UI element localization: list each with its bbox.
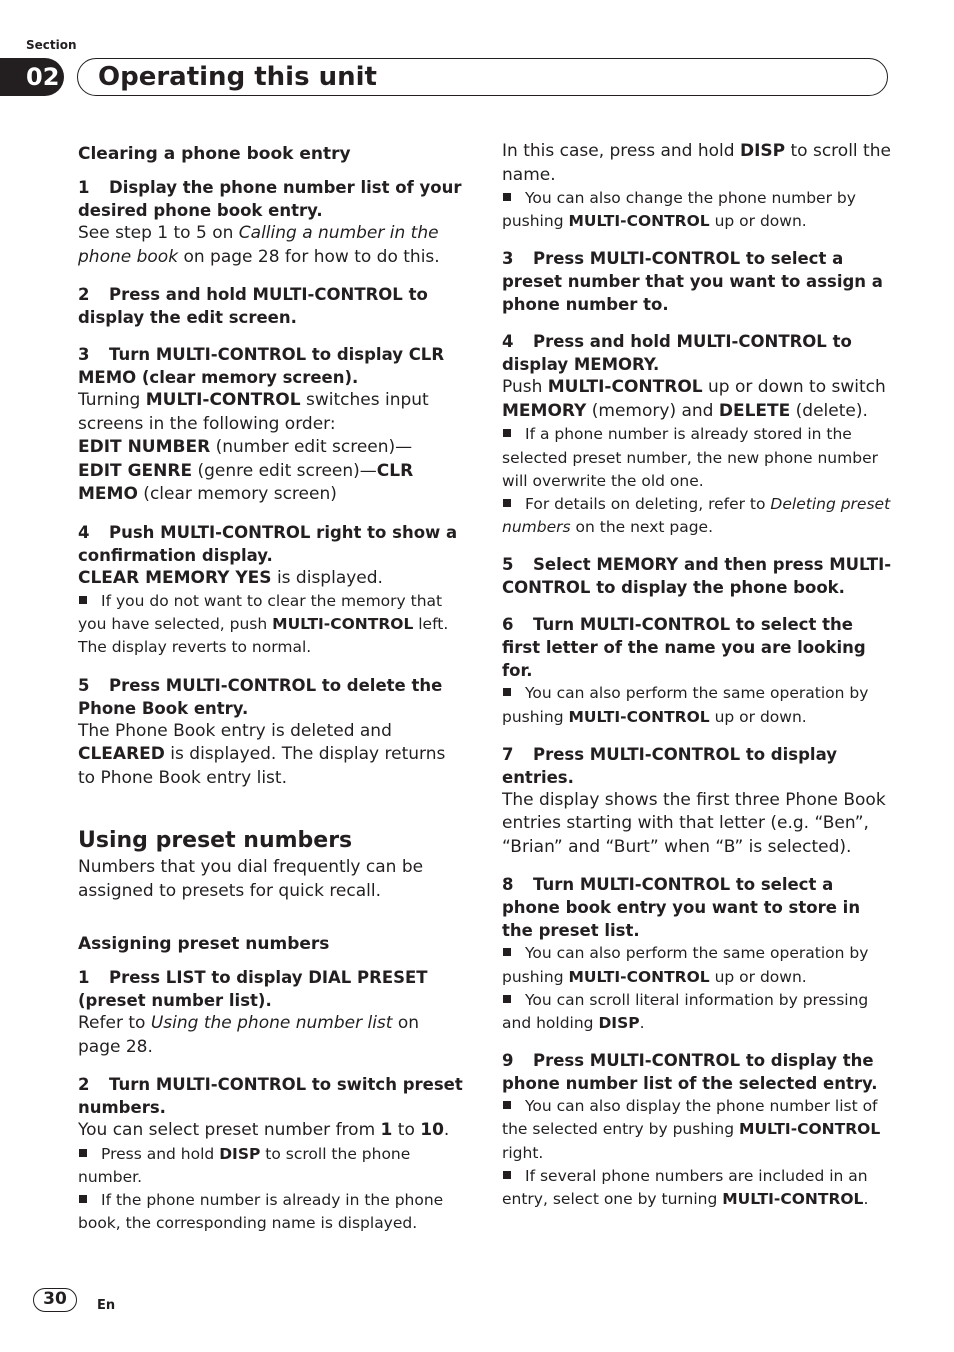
step-text: Display the phone number list of your desired phone book entry. [78,178,462,220]
step-text: Push MULTI-CONTROL right to show a confirmation display. [78,522,458,565]
step-number: 6 [502,615,514,635]
display-text: DELETE [718,400,791,421]
step-text: Press MULTI-CONTROL to display entries. [502,744,837,787]
text: Refer to [78,1013,151,1034]
note-item [502,423,894,493]
step-text: Turn MULTI-CONTROL to switch preset numbers. [78,1075,463,1118]
assign-step-7 [502,743,894,789]
text: (genre edit screen)— [192,460,377,481]
note-item [502,682,894,728]
square-bullet-icon [503,1171,511,1179]
step-number: 2 [78,285,90,304]
text: Push [502,377,548,398]
text: (memory) and [586,400,719,421]
text: In this case, press and hold [502,141,740,161]
text: to scroll the name. [502,141,891,185]
step-text: Press MULTI-CONTROL to display the phone number list of the selected entry. [502,1051,878,1094]
cross-reference: Deleting preset numbers [502,495,891,537]
note-item [502,942,894,988]
step-number: 7 [502,744,514,764]
note-item [502,1095,894,1165]
text: on page 28 for how to do this. [178,246,440,267]
step-text: Press and hold MULTI-CONTROL to display the edit screen. [78,285,428,327]
assign-step-7-body: The display shows the first three Phone Book entries starting with that letter (e.g. “Ben”, “Brian” and “Burt” when “B” is selected). [502,789,886,857]
screen-name: EDIT GENRE [78,460,193,481]
note-item [78,590,466,660]
step-number: 5 [502,555,514,575]
note-item [502,187,894,233]
button-name: MULTI-CONTROL [568,967,710,986]
language-code: En [97,1298,116,1313]
clearing-step-3-body [78,389,466,507]
text: to scroll the phone number. [78,1144,411,1186]
clearing-step-5-body [78,720,466,791]
text: on the next page. [570,518,714,537]
text: You can also change the phone number by pushing [502,189,856,231]
assign-step-1 [78,966,466,1012]
button-name: DISP [598,1013,640,1032]
square-bullet-icon [79,1149,87,1157]
clearing-step-2 [78,283,466,329]
cross-reference: Calling a number in the phone book [78,223,439,267]
text: If the phone number is already in the phone book, the corresponding name is displayed. [78,1191,444,1233]
step-text: Press and hold MULTI-CONTROL to display MEMORY. [502,332,852,375]
text: switches input screens in the following order: [78,390,429,434]
text: If a phone number is already stored in the selected preset number, the new phone number will overwrite the old one. [502,425,878,490]
square-bullet-icon [79,596,87,604]
button-name: DISP [739,141,786,161]
text: (clear memory screen) [137,484,337,504]
screen-name: CLR MEMO [78,460,414,504]
text: You can scroll literal information by pressing and holding [502,990,869,1032]
square-bullet-icon [503,429,511,437]
assign-heading: Assigning preset numbers [78,934,330,955]
button-name: DISP [219,1144,261,1163]
assign-step-3 [502,247,894,316]
step-number: 1 [78,178,90,197]
text: If you do not want to clear the memory that you have selected, push [78,592,443,634]
step-text: Select MEMORY and then press MULTI-CONTROL to display the phone book. [502,555,892,598]
text: is displayed. [271,567,383,588]
step-number: 3 [502,249,514,269]
step-text: Press MULTI-CONTROL to select a preset number that you want to assign a phone number to. [502,249,883,315]
assign-step-4-body [502,376,894,423]
note-item [78,1189,466,1235]
text: up or down. [709,967,807,986]
text: (delete). [790,400,868,421]
step-text: Press LIST to display DIAL PRESET (preset number list). [78,968,428,1011]
note-item [78,1143,466,1189]
clearing-step-3 [78,343,466,389]
display-text: CLEARED [78,744,165,765]
text: If several phone numbers are included in an entry, select one by turning [502,1166,868,1208]
button-name: MULTI-CONTROL [568,707,710,726]
button-name: MULTI-CONTROL [722,1189,864,1208]
square-bullet-icon [79,1195,87,1203]
assign-step-5 [502,553,894,599]
note-item [502,1165,894,1211]
square-bullet-icon [503,688,511,696]
step-number: 9 [502,1051,514,1071]
left-column [78,140,466,1235]
page-title: Operating this unit [98,62,377,92]
step-number: 8 [502,875,514,895]
step-number: 4 [502,332,514,352]
text: up or down to switch [702,377,886,398]
note-item [502,989,894,1035]
number: 1 [380,1120,393,1141]
display-text: MEMORY [502,400,587,421]
text: . [443,1120,450,1141]
section-number-badge: 02 [0,58,64,96]
step-number: 5 [78,675,90,695]
assign-step-6 [502,613,894,682]
text: up or down. [709,212,807,231]
step-number: 3 [78,345,90,364]
text: You can also perform the same operation by pushing [502,944,869,986]
text: You can also display the phone number list of the selected entry by pushing [502,1097,878,1139]
square-bullet-icon [503,948,511,956]
text: Press and hold [101,1144,220,1163]
page-number: 30 [33,1288,77,1312]
assign-step-1-body [78,1012,466,1059]
text: to [392,1120,421,1141]
clearing-step-1-body [78,222,466,269]
text: For details on deleting, refer to [525,495,771,514]
assign-step-2 [78,1073,466,1119]
text: Turning [78,390,146,410]
step-text: Turn MULTI-CONTROL to select the first letter of the name you are looking for. [502,615,866,681]
text: up or down. [709,707,807,726]
section-label: Section [26,38,77,52]
preset-intro: Numbers that you dial frequently can be assigned to presets for quick recall. [78,857,424,901]
button-name: MULTI-CONTROL [272,615,414,634]
preset-heading: Using preset numbers [78,828,353,854]
text: See step 1 to 5 on [78,223,239,243]
step-text: Press MULTI-CONTROL to delete the Phone Book entry. [78,675,443,718]
assign-step-8 [502,873,894,942]
step-number: 2 [78,1075,90,1095]
square-bullet-icon [503,193,511,201]
text: The Phone Book entry is deleted and [78,720,392,741]
note-item [502,493,894,539]
clearing-heading: Clearing a phone book entry [78,144,351,164]
assign-step-4 [502,330,894,376]
assign-step-2-body [78,1119,466,1143]
square-bullet-icon [503,1101,511,1109]
text: is displayed. The display returns to Phone Book entry list. [78,744,446,788]
button-name: MULTI-CONTROL [568,212,710,231]
step-text: Turn MULTI-CONTROL to select a phone book entry you want to store in the preset list. [502,875,861,941]
text: You can also perform the same operation by pushing [502,684,869,726]
continued-text [502,140,894,187]
text: on page 28. [78,1013,420,1057]
cross-reference: Using the phone number list [150,1013,393,1034]
right-column [502,140,894,1211]
clearing-step-1 [78,176,466,222]
button-name: MULTI-CONTROL [547,377,703,398]
step-number: 4 [78,522,90,542]
step-number: 1 [78,968,90,988]
title-bar [77,58,888,96]
text: You can select preset number from [78,1120,381,1141]
number: 10 [420,1120,444,1141]
step-text: Turn MULTI-CONTROL to display CLR MEMO (clear memory screen). [78,345,445,387]
text: left. The display reverts to normal. [78,615,449,657]
clearing-step-4 [78,521,466,567]
button-name: MULTI-CONTROL [739,1120,881,1139]
assign-step-9 [502,1049,894,1095]
square-bullet-icon [503,499,511,507]
clearing-step-5 [78,674,466,720]
text: right. [502,1143,544,1162]
text: (number edit screen)— [210,437,413,457]
text: . [639,1013,645,1032]
square-bullet-icon [503,995,511,1003]
button-name: MULTI-CONTROL [145,390,301,410]
text: . [863,1189,869,1208]
screen-name: EDIT NUMBER [78,437,211,457]
clearing-step-4-body [78,567,466,591]
display-text: CLEAR MEMORY YES [78,567,272,588]
